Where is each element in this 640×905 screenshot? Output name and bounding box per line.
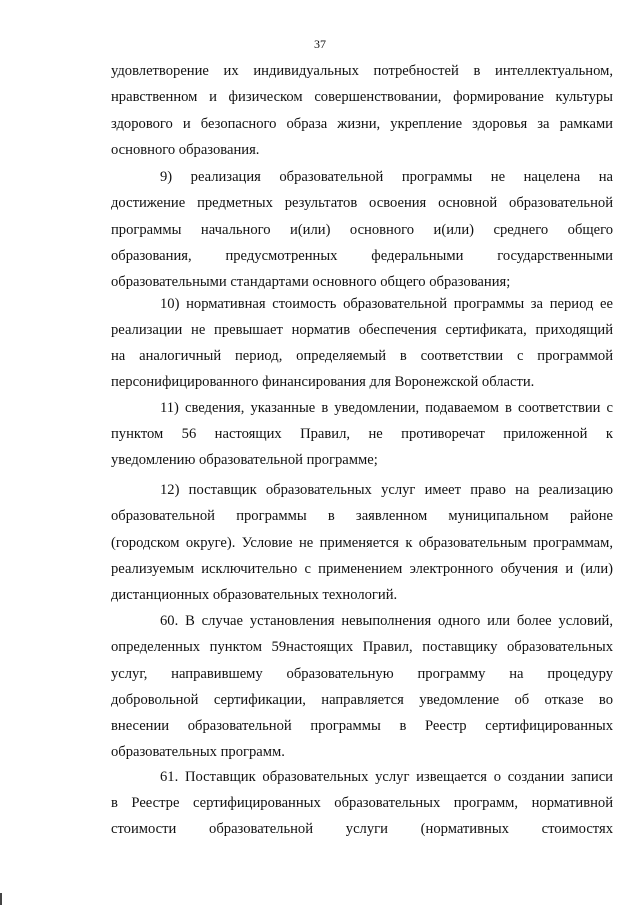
text-line: 10) нормативная стоимость образовательной программы за период ее [160, 296, 613, 312]
text-line: (городском округе). Условие не применяется к образовательным программам, [111, 535, 613, 551]
text-line: 11) сведения, указанные в уведомлении, подаваемом в соответствии с [160, 400, 613, 416]
text-line: реализации не превышает норматив обеспечения сертификата, приходящий [111, 322, 613, 338]
page-number: 37 [314, 37, 326, 51]
text-line: достижение предметных результатов освоения основной образовательной [111, 195, 613, 211]
text-line: 9) реализация образовательной программы не нацелена на [160, 169, 613, 185]
text-line: образования, предусмотренных федеральными государственными [111, 248, 613, 264]
text-line: реализуемым исключительно с применением электронного обучения и (или) [111, 561, 613, 577]
scan-edge-mark [0, 893, 2, 905]
text-line: 61. Поставщик образовательных услуг извещается о создании записи [160, 769, 613, 785]
text-line: 60. В случае установления невыполнения одного или более условий, [160, 613, 613, 629]
text-line: 12) поставщик образовательных услуг имеет право на реализацию [160, 482, 613, 498]
text-line: основного образования. [111, 142, 260, 158]
text-line: добровольной сертификации, направляется уведомление об отказе во [111, 692, 613, 708]
text-line: в Реестре сертифицированных образовательных программ, нормативной [111, 795, 613, 811]
text-line: образовательных программ. [111, 744, 285, 760]
text-line: персонифицированного финансирования для Воронежской области. [111, 374, 535, 390]
text-line: образовательными стандартами основного общего образования; [111, 274, 511, 290]
text-line: здорового и безопасного образа жизни, укрепление здоровья за рамками [111, 116, 613, 132]
text-line: дистанционных образовательных технологий. [111, 587, 398, 603]
text-line: удовлетворение их индивидуальных потребностей в интеллектуальном, [111, 63, 613, 79]
text-line: услуг, направившему образовательную программу на процедуру [111, 666, 613, 682]
text-line: программы начального и(или) основного и(или) среднего общего [111, 222, 613, 238]
text-line: определенных пунктом 59настоящих Правил, поставщику образовательных [111, 639, 613, 655]
text-line: образовательной программы в заявленном муниципальном районе [111, 508, 613, 524]
text-line: пунктом 56 настоящих Правил, не противоречат приложенной к [111, 426, 613, 442]
text-line: стоимости образовательной услуги (нормативных стоимостях [111, 821, 613, 837]
text-line: внесении образовательной программы в Реестр сертифицированных [111, 718, 613, 734]
text-line: нравственном и физическом совершенствовании, формирование культуры [111, 89, 613, 105]
text-line: уведомлению образовательной программе; [111, 452, 378, 468]
text-line: на аналогичный период, определяемый в соответствии с программой [111, 348, 613, 364]
